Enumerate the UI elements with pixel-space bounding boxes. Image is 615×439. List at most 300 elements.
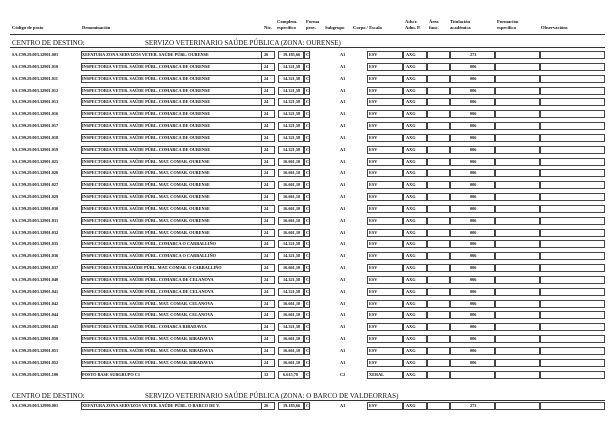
- cell-border: [540, 240, 605, 248]
- cell-border: [427, 323, 450, 331]
- cell-border: [427, 134, 450, 142]
- subgroup-cell: A1: [340, 52, 346, 57]
- corps-cell: ESV: [369, 52, 378, 57]
- subgroup-cell: A1: [340, 229, 346, 235]
- subgroup-cell: A1: [340, 134, 346, 140]
- provision-cell: C: [306, 170, 310, 176]
- corps-cell: ESV: [369, 194, 378, 200]
- complement-cell: 16.661,10: [283, 359, 301, 365]
- table-row: [0, 309, 615, 321]
- subgroup-cell: A1: [340, 205, 346, 211]
- cell-border: [495, 229, 540, 237]
- level-cell: 26: [264, 52, 269, 57]
- denomination-cell: INSPECTORIA VETER. SAÚDE PÚBL. MAT. COMAR. OURENSE: [82, 170, 210, 176]
- administration-cell: AXG: [406, 359, 416, 365]
- cell-border: [540, 323, 605, 331]
- denomination-cell: INSPECTORIA VETER. SAÚDE PÚBL. COMARCA O CARBALLIÑO: [82, 241, 217, 247]
- denomination-cell: INSPECTORIA VETER. SAÚDE PÚBL. MAT. COMAR. OURENSE: [82, 158, 210, 164]
- administration-cell: AXG: [406, 170, 416, 176]
- administration-cell: AXG: [406, 371, 416, 377]
- corps-cell: ESV: [369, 253, 378, 259]
- provision-cell: C: [306, 205, 310, 211]
- provision-cell: C: [306, 371, 310, 377]
- cell-border: [540, 146, 605, 154]
- cell-border: [540, 169, 605, 177]
- table-row: [0, 345, 615, 357]
- corps-cell: ESV: [369, 63, 378, 69]
- administration-cell: AXG: [406, 300, 416, 306]
- cell-border: [427, 335, 450, 343]
- cell-border: [495, 146, 540, 154]
- subgroup-cell: A1: [340, 276, 346, 282]
- cell-border: [495, 288, 540, 296]
- code-cell: SA.C99.29.003.32901.017: [12, 123, 59, 129]
- cell-border: [540, 134, 605, 142]
- level-cell: 26: [264, 403, 269, 408]
- level-cell: 24: [264, 324, 269, 330]
- training-cell: 006: [470, 300, 477, 306]
- level-cell: 12: [264, 371, 269, 377]
- table-row: [0, 96, 615, 108]
- level-cell: 24: [264, 241, 269, 247]
- subgroup-cell: A1: [340, 170, 346, 176]
- table-row: [0, 250, 615, 262]
- subgroup-cell: A1: [340, 182, 346, 188]
- cell-border: [495, 240, 540, 248]
- cell-border: [495, 158, 540, 166]
- administration-cell: AXG: [406, 336, 416, 342]
- code-cell: SA.C99.29.003.32901.030: [12, 205, 59, 211]
- training-cell: 006: [470, 359, 477, 365]
- level-cell: 24: [264, 253, 269, 259]
- complement-cell: 14.321,58: [283, 87, 301, 93]
- code-cell: SA.C99.29.003.32901.042: [12, 300, 59, 306]
- cell-border: [427, 311, 450, 319]
- header-rule: [10, 34, 605, 35]
- cell-border: [427, 63, 450, 71]
- cell-border: [495, 63, 540, 71]
- level-cell: 24: [264, 205, 269, 211]
- cell-border: [540, 98, 605, 106]
- code-cell: SA.C99.29.003.32901.051: [12, 348, 59, 353]
- code-cell: SA.C99.29.003.32901.045: [12, 324, 59, 330]
- denomination-cell: POSTO BASE SUBGRUPO C1: [82, 371, 141, 377]
- code-cell: SA.C99.29.003.32901.041: [12, 288, 59, 294]
- administration-cell: AXG: [406, 146, 416, 152]
- cell-border: [427, 347, 450, 355]
- training-cell: 006: [470, 241, 477, 247]
- corps-cell: ESV: [369, 288, 378, 294]
- code-cell: SA.C99.29.003.32901.013: [12, 99, 59, 105]
- level-cell: 24: [264, 312, 269, 318]
- section-name: SERVIZO VETERINARIO SAÚDE PÚBLICA (ZONA: O BARCO DE VALDEORRAS): [145, 392, 399, 400]
- table-row: [0, 227, 615, 239]
- training-cell: 006: [470, 336, 477, 342]
- code-cell: SA.C99.29.003.32901.027: [12, 182, 59, 188]
- table-row: [0, 238, 615, 250]
- administration-cell: AXG: [406, 134, 416, 140]
- provision-cell: C: [306, 63, 310, 69]
- cell-border: [495, 300, 540, 308]
- level-cell: 24: [264, 170, 269, 176]
- corps-cell: ESV: [369, 99, 378, 105]
- level-cell: 24: [264, 146, 269, 152]
- complement-cell: 16.661,10: [283, 348, 301, 353]
- complement-cell: 19.185,66: [283, 403, 301, 408]
- administration-cell: AXG: [406, 194, 416, 200]
- administration-cell: AXG: [406, 75, 416, 81]
- subgroup-cell: C2: [340, 371, 346, 377]
- complement-cell: 14.321,58: [283, 99, 301, 105]
- subgroup-cell: A1: [340, 324, 346, 330]
- subgroup-cell: A1: [340, 348, 346, 353]
- administration-cell: AXG: [406, 87, 416, 93]
- cell-border: [495, 276, 540, 284]
- col-titulacion-1: Titulación: [450, 19, 471, 24]
- complement-cell: 16.661,10: [283, 336, 301, 342]
- cell-border: [427, 51, 450, 59]
- col-adscr-1: Adscr.: [405, 19, 418, 24]
- table-row: [0, 321, 615, 333]
- level-cell: 24: [264, 348, 269, 353]
- level-cell: 24: [264, 123, 269, 129]
- corps-cell: ESV: [369, 158, 378, 164]
- corps-cell: ESV: [369, 265, 378, 271]
- administration-cell: AXG: [406, 52, 416, 57]
- section-label: CENTRO DE DESTINO:: [12, 39, 85, 47]
- denomination-cell: INSPECTORIA VETER. SAÚDE PÚBL. COMARCA DE OURENSE: [82, 75, 211, 81]
- col-subgrupo: Subgrupo: [325, 25, 345, 30]
- provision-cell: C: [306, 265, 310, 271]
- table-row: [0, 61, 615, 73]
- subgroup-cell: A1: [340, 288, 346, 294]
- cell-border: [540, 347, 605, 355]
- complement-cell: 16.661,10: [283, 194, 301, 200]
- code-cell: SA.C99.29.003.32901.035: [12, 241, 59, 247]
- cell-border: [495, 134, 540, 142]
- provision-cell: C: [306, 158, 310, 164]
- col-area-2: func.: [429, 25, 439, 30]
- cell-border: [495, 205, 540, 213]
- training-cell: 006: [470, 194, 477, 200]
- cell-border: [540, 252, 605, 260]
- corps-cell: ESV: [369, 75, 378, 81]
- denomination-cell: INSPECTORIA VETER. SAÚDE PÚBL. COMARCA DE OURENSE: [82, 134, 211, 140]
- table-row: [0, 262, 615, 274]
- cell-border: [495, 51, 540, 59]
- cell-border: [427, 110, 450, 118]
- col-forma-2: prov.: [306, 25, 316, 30]
- cell-border: [540, 63, 605, 71]
- level-cell: 24: [264, 300, 269, 306]
- subgroup-cell: A1: [340, 403, 346, 408]
- complement-cell: 16.661,10: [283, 300, 301, 306]
- subgroup-cell: A1: [340, 123, 346, 129]
- subgroup-cell: A1: [340, 359, 346, 365]
- cell-border: [540, 359, 605, 367]
- cell-border: [427, 252, 450, 260]
- col-forma-1: Forma: [306, 19, 320, 24]
- table-row: [0, 274, 615, 286]
- subgroup-cell: A1: [340, 99, 346, 105]
- subgroup-cell: A1: [340, 63, 346, 69]
- table-row: [0, 369, 615, 381]
- level-cell: 24: [264, 182, 269, 188]
- corps-cell: ESV: [369, 123, 378, 129]
- column-header: [0, 12, 615, 34]
- administration-cell: AXG: [406, 111, 416, 117]
- col-formacion-2: específica: [497, 25, 516, 30]
- training-cell: 006: [470, 253, 477, 259]
- administration-cell: AXG: [406, 63, 416, 69]
- code-cell: SA.C99.29.003.32901.025: [12, 158, 59, 164]
- cell-border: [427, 146, 450, 154]
- provision-cell: C: [306, 75, 310, 81]
- table-row: [0, 144, 615, 156]
- cell-border: [495, 371, 540, 379]
- corps-cell: ESV: [369, 134, 378, 140]
- cell-border: [540, 300, 605, 308]
- cell-border: [495, 98, 540, 106]
- provision-cell: C: [306, 288, 310, 294]
- col-observacions: Observacións: [541, 25, 568, 30]
- code-cell: SA.C99.29.003.32901.012: [12, 87, 59, 93]
- training-cell: 273: [470, 52, 477, 57]
- corps-cell: ESV: [369, 229, 378, 235]
- col-formacion-1: Formación: [497, 19, 519, 24]
- code-cell: SA.C99.29.003.32901.001: [12, 52, 59, 57]
- cell-border: [540, 217, 605, 225]
- table-row: [0, 49, 615, 61]
- code-cell: SA.C99.29.003.32901.044: [12, 312, 59, 318]
- corps-cell: ESV: [369, 170, 378, 176]
- complement-cell: 14.321,58: [283, 288, 301, 294]
- cell-border: [427, 264, 450, 272]
- provision-cell: C: [306, 241, 310, 247]
- complement-cell: 14.321,58: [283, 75, 301, 81]
- cell-border: [540, 288, 605, 296]
- subgroup-cell: A1: [340, 111, 346, 117]
- cell-border: [495, 311, 540, 319]
- corps-cell: ESV: [369, 205, 378, 211]
- col-corpo: Corpo / Escala: [353, 25, 382, 30]
- training-cell: 006: [470, 75, 477, 81]
- provision-cell: C: [306, 217, 310, 223]
- code-cell: SA.C99.29.003.32901.010: [12, 63, 59, 69]
- level-cell: 24: [264, 265, 269, 271]
- code-cell: SA.C99.29.003.32901.036: [12, 253, 59, 259]
- level-cell: 24: [264, 99, 269, 105]
- col-area-1: Área: [429, 19, 439, 24]
- table-row: [0, 203, 615, 215]
- corps-cell: ESV: [369, 87, 378, 93]
- complement-cell: 16.661,10: [283, 217, 301, 223]
- col-denominacion: Denominación: [82, 25, 111, 30]
- level-cell: 24: [264, 288, 269, 294]
- cell-border: [495, 217, 540, 225]
- training-cell: 006: [470, 276, 477, 282]
- complement-cell: 16.661,10: [283, 265, 301, 271]
- provision-cell: C: [306, 253, 310, 259]
- cell-border: [540, 229, 605, 237]
- cell-border: [495, 87, 540, 95]
- training-cell: 006: [470, 63, 477, 69]
- complement-cell: 14.321,58: [283, 146, 301, 152]
- denomination-cell: INSPECTORIA VETER. SAÚDE PÚBL. COMARCA DE CELANOVA: [82, 276, 214, 282]
- training-cell: 006: [470, 134, 477, 140]
- administration-cell: AXG: [406, 123, 416, 129]
- corps-cell: ESV: [369, 182, 378, 188]
- denomination-cell: INSPECTORIA VETER. SAÚDE PÚBL. COMARCA DE OURENSE: [82, 111, 211, 117]
- training-cell: 006: [470, 205, 477, 211]
- complement-cell: 14.321,58: [283, 324, 301, 330]
- table-row: [0, 156, 615, 168]
- cell-border: [495, 335, 540, 343]
- cell-border: [427, 122, 450, 130]
- cell-border: [427, 288, 450, 296]
- table-row: [0, 357, 615, 369]
- code-cell: SA.C99.29.003.32901.037: [12, 265, 59, 271]
- cell-border: [427, 229, 450, 237]
- subgroup-cell: A1: [340, 75, 346, 81]
- subgroup-cell: A1: [340, 87, 346, 93]
- denomination-cell: INSPECTORIA VETER.SAÚDE PÚBL. MAT. COMAR. O CARBALLIÑO: [82, 265, 222, 271]
- section-name: SERVIZO VETERINARIO SAÚDE PÚBLICA (ZONA: OURENSE): [145, 39, 341, 47]
- code-cell: SA.C99.29.003.32901.050: [12, 336, 59, 342]
- denomination-cell: INSPECTORIA VETER. SAÚDE PÚBL. COMARCA DE OURENSE: [82, 99, 211, 105]
- corps-cell: ESV: [369, 359, 378, 365]
- denomination-cell: INSPECTORIA VETER. SAÚDE PÚBL. COMARCA O CARBALLIÑO: [82, 253, 217, 259]
- complement-cell: 14.321,58: [283, 134, 301, 140]
- level-cell: 24: [264, 75, 269, 81]
- subgroup-cell: A1: [340, 146, 346, 152]
- provision-cell: C: [306, 312, 310, 318]
- cell-border: [427, 240, 450, 248]
- provision-cell: C: [306, 276, 310, 282]
- subgroup-cell: A1: [340, 265, 346, 271]
- cell-border: [427, 402, 450, 410]
- section-rule: [10, 47, 605, 48]
- corps-cell: ESV: [369, 312, 378, 318]
- training-cell: 006: [470, 288, 477, 294]
- code-cell: SA.C99.29.003.32901.019: [12, 146, 59, 152]
- denomination-cell: INSPECTORIA VETER. SAÚDE PÚBL. MAT. COMAR. CELANOVA: [82, 312, 214, 318]
- denomination-cell: INSPECTORIA VETER. SAÚDE PÚBL. MAT. COMAR. OURENSE: [82, 205, 210, 211]
- table-row: [0, 215, 615, 227]
- cell-border: [495, 122, 540, 130]
- col-complem-2: específico: [277, 25, 296, 30]
- code-cell: SA.C99.29.003.32901.100: [12, 371, 59, 377]
- denomination-cell: INSPECTORIA VETER. SAÚDE PÚBL. MAT. COMAR. OURENSE: [82, 182, 210, 188]
- corps-cell: ESV: [369, 403, 378, 408]
- level-cell: 24: [264, 63, 269, 69]
- subgroup-cell: A1: [340, 241, 346, 247]
- cell-border: [495, 402, 540, 410]
- cell-border: [540, 335, 605, 343]
- cell-border: [427, 371, 450, 379]
- cell-border: [427, 75, 450, 83]
- corps-cell: ESV: [369, 276, 378, 282]
- complement-cell: 16.661,10: [283, 182, 301, 188]
- training-cell: 006: [470, 217, 477, 223]
- subgroup-cell: A1: [340, 217, 346, 223]
- denomination-cell: INSPECTORIA VETER. SAÚDE PÚBL. MAT. COMAR. RIBADAVIA: [82, 348, 214, 353]
- cell-border: [495, 323, 540, 331]
- table-row: [0, 191, 615, 203]
- cell-border: [427, 181, 450, 189]
- cell-border: [495, 181, 540, 189]
- cell-border: [495, 359, 540, 367]
- complement-cell: 16.661,10: [283, 312, 301, 318]
- cell-border: [540, 181, 605, 189]
- provision-cell: C: [306, 111, 310, 117]
- cell-border: [540, 193, 605, 201]
- denomination-cell: INSPECTORIA VETER. SAÚDE PÚBL. MAT. COMAR. OURENSE: [82, 229, 210, 235]
- training-cell: 006: [470, 312, 477, 318]
- complement-cell: 6.615,78: [283, 371, 299, 377]
- table-row: [0, 132, 615, 144]
- cell-border: [427, 158, 450, 166]
- cell-border: [540, 205, 605, 213]
- code-cell: SA.C99.29.003.32901.040: [12, 276, 59, 282]
- table-row: [0, 167, 615, 179]
- level-cell: 24: [264, 359, 269, 365]
- cell-border: [540, 276, 605, 284]
- provision-cell: C: [306, 146, 310, 152]
- code-cell: SA.C99.29.003.32901.018: [12, 134, 59, 140]
- cell-border: [427, 300, 450, 308]
- cell-border: [495, 347, 540, 355]
- subgroup-cell: A1: [340, 158, 346, 164]
- cell-border: [540, 75, 605, 83]
- denomination-cell: XEFATURA ZONA SERVIZOS VETER. SAÚDE PÚBL. OURENSE: [82, 52, 209, 57]
- administration-cell: AXG: [406, 217, 416, 223]
- col-niv: Niv.: [264, 25, 272, 30]
- code-cell: SA.C99.29.003.32901.011: [12, 75, 58, 81]
- corps-cell: ESV: [369, 348, 378, 353]
- complement-cell: 14.321,58: [283, 241, 301, 247]
- complement-cell: 14.321,58: [283, 276, 301, 282]
- cell-border: [540, 158, 605, 166]
- cell-border: [540, 402, 605, 410]
- denomination-cell: INSPECTORIA VETER. SAÚDE PÚBL. MAT. COMAR. OURENSE: [82, 194, 210, 200]
- denomination-cell: INSPECTORIA VETER. SAÚDE PÚBL. MAT. COMAR. RIBADAVIA: [82, 336, 214, 342]
- provision-cell: C: [306, 359, 310, 365]
- provision-cell: C: [306, 300, 310, 306]
- cell-border: [427, 193, 450, 201]
- denomination-cell: INSPECTORIA VETER. SAÚDE PÚBL. COMARCA DE OURENSE: [82, 123, 211, 129]
- cell-border: [495, 264, 540, 272]
- administration-cell: AXG: [406, 229, 416, 235]
- provision-cell: C: [306, 403, 310, 408]
- provision-cell: C: [306, 134, 310, 140]
- training-cell: 006: [470, 146, 477, 152]
- provision-cell: C: [306, 87, 310, 93]
- table-row: [0, 286, 615, 298]
- col-titulacion-2: académica: [450, 25, 471, 30]
- training-cell: 006: [470, 111, 477, 117]
- code-cell: SA.C99.29.003.32901.029: [12, 194, 59, 200]
- complement-cell: 14.321,58: [283, 63, 301, 69]
- training-cell: 006: [470, 324, 477, 330]
- training-cell: 006: [470, 265, 477, 271]
- level-cell: 24: [264, 87, 269, 93]
- corps-cell: XERAL: [369, 371, 385, 377]
- complement-cell: 14.321,58: [283, 111, 301, 117]
- code-cell: SA.C99.29.003.32901.032: [12, 229, 59, 235]
- administration-cell: AXG: [406, 403, 416, 408]
- subgroup-cell: A1: [340, 300, 346, 306]
